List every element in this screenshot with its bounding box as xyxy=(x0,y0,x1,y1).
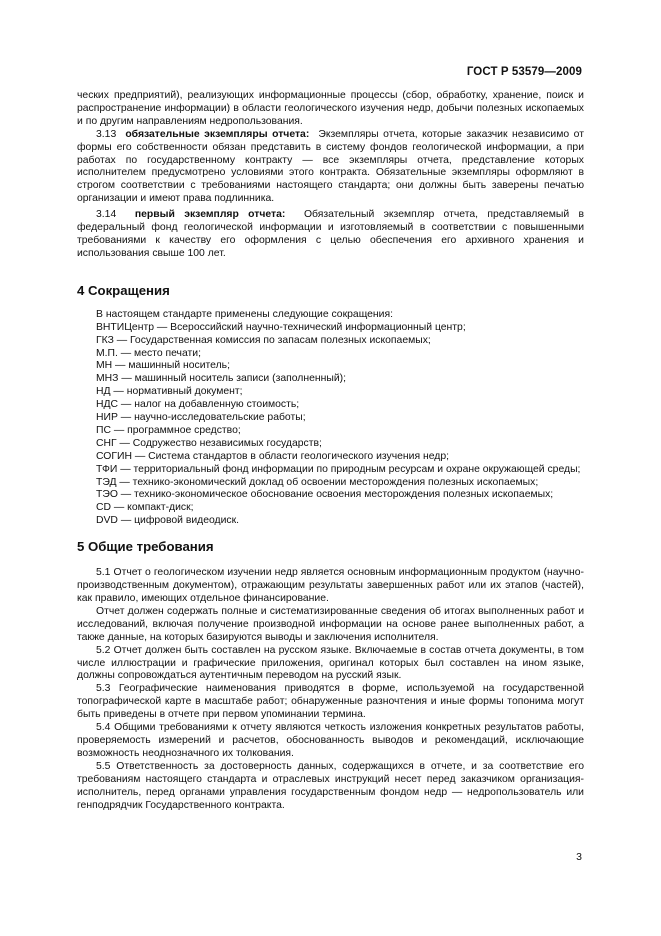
abbreviation-item: ТФИ — территориальный фонд информации по природным ресурсам и охране окружающей среды; xyxy=(96,463,581,475)
abbreviation-item: НДС — налог на добавленную стоимость; xyxy=(96,399,300,411)
definition-term: обязательные экземпляры отчета: xyxy=(125,128,310,140)
abbreviation-item: ТЭО — технико-экономическое обоснование освоения месторождения полезных ископаемых; xyxy=(96,489,554,501)
definition-text: Обязательный экземпляр отчета, представляемый в федеральный фонд геологической информации и изготовляемый в соответствии с повышенными требованиями к качеству его оформления с целью обеспечения его архивного хранения и использования свыше 100 лет. xyxy=(77,209,584,259)
abbreviation-item: ГКЗ — Государственная комиссия по запасам полезных ископаемых; xyxy=(96,334,431,346)
definition-number: 3.13 xyxy=(96,128,117,140)
abbreviation-item: DVD — цифровой видеодиск. xyxy=(96,515,240,527)
definition-number: 3.14 xyxy=(96,209,117,221)
abbreviations-intro: В настоящем стандарте применены следующие сокращения: xyxy=(96,308,393,320)
abbreviation-item: ТЭД — технико-экономический доклад об освоении месторождения полезных ископаемых; xyxy=(96,476,539,488)
definition-text: Экземпляры отчета, которые заказчик независимо от формы его собственности обязан представить в систему фондов геологической информации, а при работах по государственному контракту — все экземпляры отчета, представление которых исполнителем предусмотрено условиями этого контракта. Обязательные экземпляры оформляют в строгом соответствии с требованиями настоящего стандарта; они должны быть заверены печатью организации и имеют права подлинника. xyxy=(77,128,584,205)
document-id-header: ГОСТ Р 53579—2009 xyxy=(466,66,582,78)
abbreviation-item: МН — машинный носитель; xyxy=(96,360,230,372)
section-5-heading: 5 Общие требования xyxy=(77,539,214,555)
definition-3-14 xyxy=(77,209,584,261)
intro-paragraph: ческих предприятий), реализующих информационные процессы (сбор, обработку, хранение, поиск и распространение информации) в области геологического изучения недр, добычи полезных ископаемых и по другим направлениям недропользования. xyxy=(77,90,584,127)
paragraph-5-2: 5.2 Отчет должен быть составлен на русском языке. Включаемые в состав отчета документы, в том числе иллюстрации и графические приложения, оригинал которых был составлен на ином языке, должны сопровождаться аутентичным переводом на русский язык. xyxy=(77,644,584,682)
abbreviation-item: ПС — программное средство; xyxy=(96,424,241,436)
abbreviation-item: CD — компакт-диск; xyxy=(96,502,194,514)
page-content xyxy=(77,90,584,812)
definition-3-13 xyxy=(77,129,584,206)
definition-term: первый экземпляр отчета: xyxy=(134,209,286,221)
paragraph-5-4: 5.4 Общими требованиями к отчету являются четкость изложения конкретных результатов работы, проверяемость измерений и расчетов, обоснованность выводов и рекомендаций, исключающие возможность неоднозначного их толкования. xyxy=(77,722,584,759)
abbreviation-item: МНЗ — машинный носитель записи (заполненный); xyxy=(96,373,346,385)
abbreviation-item: М.П. — место печати; xyxy=(96,347,201,359)
page-number: 3 xyxy=(576,851,582,863)
paragraph-5-5: 5.5 Ответственность за достоверность данных, содержащихся в отчете, и за соответствие его требованиям настоящего стандарта и отраслевых инструкций несет перед заказчиком организация-исполнитель, перед органами управления государственным фондом недр — недропользователь или генподрядчик Государственного контракта. xyxy=(77,760,584,811)
paragraph-5-1-continued: Отчет должен содержать полные и систематизированные сведения об итогах выполненных работ и исследований, включая получение производной информации на основе ранее выполненных работ, а также данные, на которых базируются выводы и заключения исполнителя. xyxy=(77,605,584,643)
abbreviation-item: ВНТИЦентр — Всероссийский научно-технический информационный центр; xyxy=(96,321,466,333)
abbreviation-item: СНГ — Содружество независимых государств; xyxy=(96,437,322,449)
abbreviation-item: НД — нормативный документ; xyxy=(96,386,243,398)
abbreviation-item: НИР — научно-исследовательские работы; xyxy=(96,412,306,424)
paragraph-5-3: 5.3 Географические наименования приводятся в форме, используемой на государственной топографической карте в масштабе работ; обнаруженные разночтения и иные формы топонима могут быть приведены в отчете при первом упоминании термина. xyxy=(77,683,584,721)
abbreviation-item: СОГИН — Система стандартов в области геологического изучения недр; xyxy=(96,450,449,462)
section-4-heading: 4 Сокращения xyxy=(77,282,170,298)
paragraph-5-1: 5.1 Отчет о геологическом изучении недр является основным информационным продуктом (научно-производственным документом), отражающим результаты завершенных работ или их этапов (частей), как правило, имеющих отдельное финансирование. xyxy=(77,567,584,604)
